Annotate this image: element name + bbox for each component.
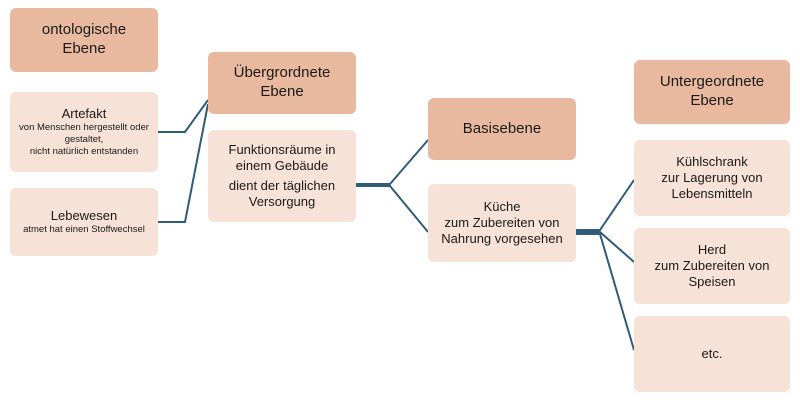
- node-title-line: dient der täglichen: [228, 178, 336, 193]
- node-lebewesen[interactable]: [10, 188, 158, 256]
- node-sub-line: von Menschen hergestellt oder: [19, 122, 149, 134]
- edge-kueche-herd: [576, 232, 634, 262]
- node-title-line: Lebensmitteln: [671, 186, 753, 202]
- node-sub-line: atmet hat einen Stoffwechsel: [23, 224, 145, 236]
- node-title-line: Ebene: [690, 92, 734, 109]
- node-title-line: zur Lagerung von: [661, 169, 763, 185]
- node-title-line: Übergrordnete: [233, 64, 331, 82]
- node-title-line: Ebene: [62, 40, 106, 57]
- node-title-line: etc.: [701, 345, 723, 361]
- node-kueche[interactable]: [428, 184, 576, 262]
- node-ontologische-ebene[interactable]: [10, 8, 158, 72]
- edge-funktionsraeume-kueche: [356, 186, 428, 232]
- node-title-line: Speisen: [688, 274, 736, 290]
- node-sub-line: nicht natürlich entstanden: [29, 146, 139, 158]
- node-title-line: Basisebene: [462, 119, 542, 137]
- node-uebergrordnete-ebene[interactable]: [208, 52, 356, 114]
- edge-lebewesen-uebergeordnet: [158, 104, 208, 222]
- node-funktionsraeume[interactable]: [208, 130, 356, 222]
- edge-funktionsraeume-basisebene: [356, 140, 428, 184]
- edge-artefakt-uebergeordnet: [158, 100, 208, 132]
- node-title-line: Artefakt: [61, 106, 107, 122]
- node-title-line: Herd: [697, 241, 727, 257]
- node-title-line: Versorgung: [248, 194, 316, 210]
- node-untergeordnete-ebene[interactable]: [634, 60, 790, 124]
- node-title-line: zum Zubereiten von: [654, 257, 770, 273]
- node-title-line: zum Zubereiten von: [444, 214, 560, 230]
- node-title-line: Untergeordnete: [659, 73, 765, 91]
- edge-kueche-kuehlschrank: [576, 180, 634, 230]
- node-title-line: Ebene: [260, 83, 304, 100]
- node-title-line: Nahrung vorgesehen: [441, 231, 563, 247]
- node-artefakt[interactable]: [10, 92, 158, 172]
- node-title-line: Kühlschrank: [676, 153, 748, 169]
- node-etc[interactable]: [634, 316, 790, 392]
- edge-kueche-etc: [576, 234, 634, 350]
- node-basisebene[interactable]: [428, 98, 576, 160]
- node-herd[interactable]: [634, 228, 790, 304]
- node-title-line: Lebewesen: [50, 207, 118, 223]
- node-title-line: einem Gebäude: [235, 157, 329, 173]
- node-sub-line: gestaltet,: [64, 134, 104, 146]
- node-title-line: ontologische: [41, 21, 127, 39]
- node-title-line: Funktionsräume in: [228, 141, 336, 157]
- node-title-line: Küche: [483, 198, 521, 214]
- node-kuehlschrank[interactable]: [634, 140, 790, 216]
